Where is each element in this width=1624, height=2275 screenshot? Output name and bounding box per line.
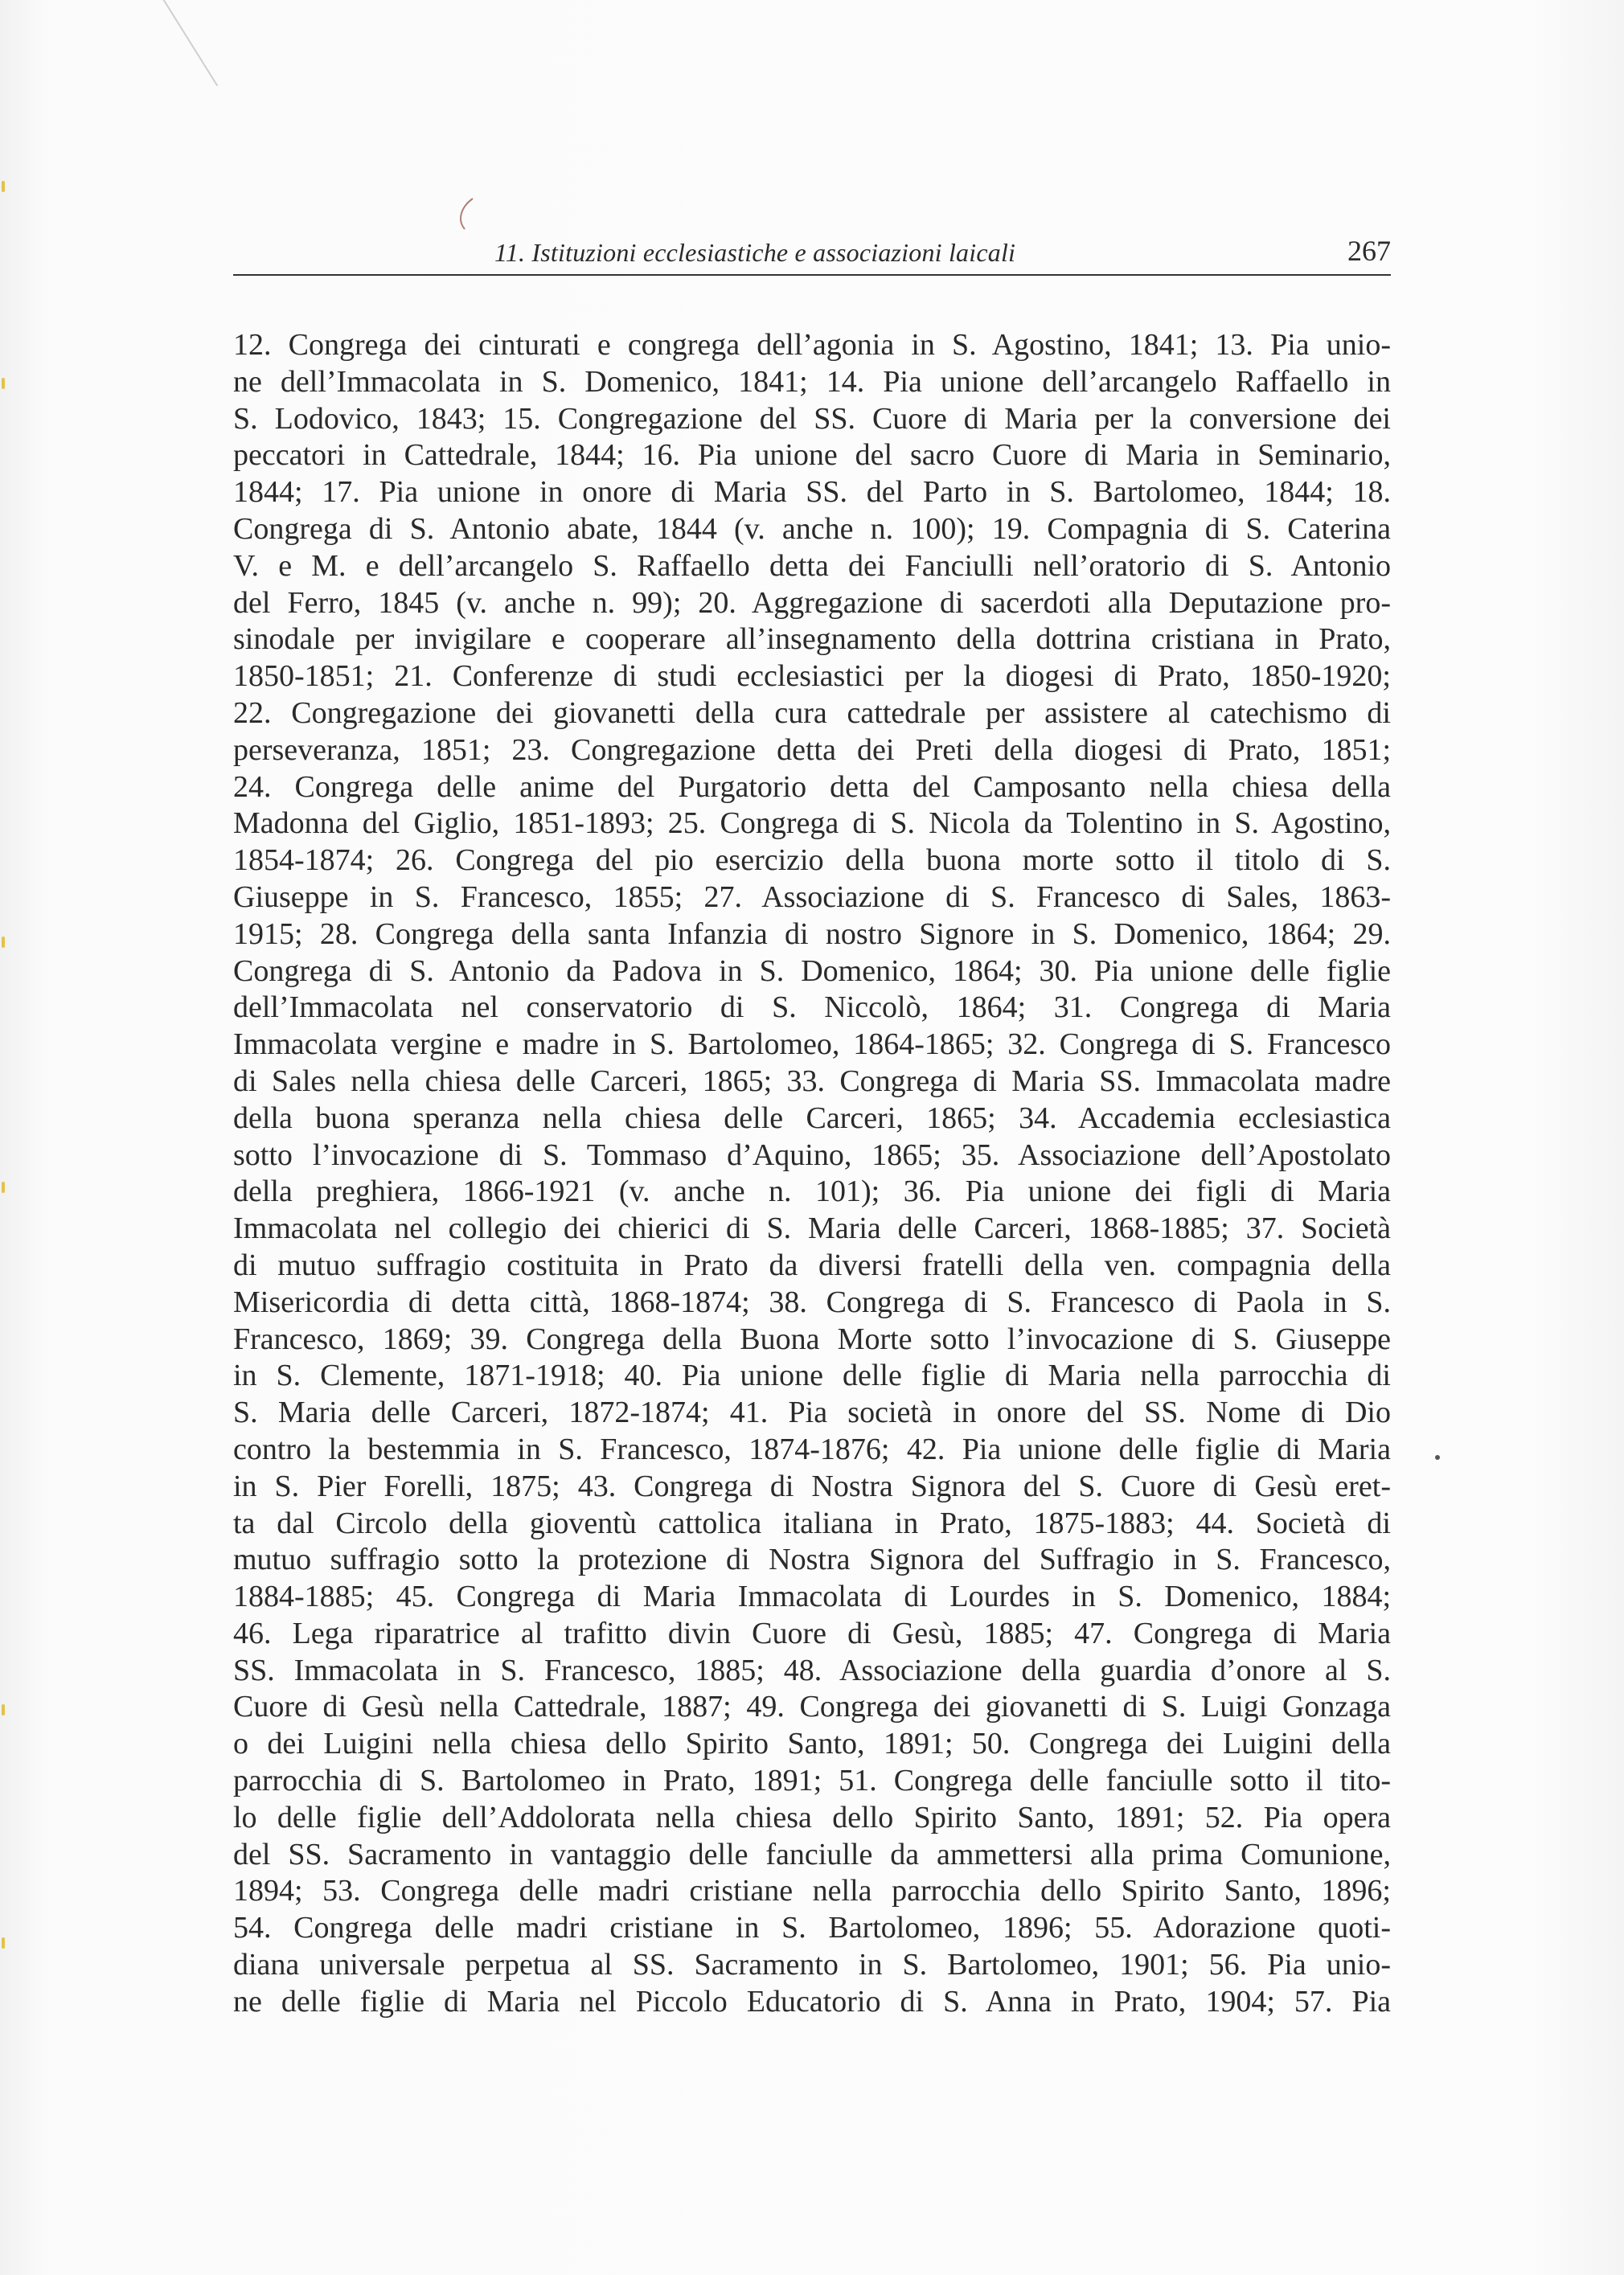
text-line: parrocchia di S. Bartolomeo in Prato, 1891; 51. Congrega delle fanciulle sotto il tito-: [233, 1764, 1391, 1798]
text-line: in S. Clemente, 1871-1918; 40. Pia unione delle figlie di Maria nella parrocchia di: [233, 1359, 1391, 1393]
text-line: 1854-1874; 26. Congrega del pio esercizio della buona morte sotto il titolo di S.: [233, 843, 1391, 878]
text-line: sinodale per invigilare e cooperare all’insegnamento della dottrina cristiana in Prato,: [233, 622, 1391, 657]
margin-speck: [2, 1937, 5, 1949]
text-line: 24. Congrega delle anime del Purgatorio detta del Camposanto nella chiesa della: [233, 769, 1391, 804]
text-line: perseveranza, 1851; 23. Congregazione detta dei Preti della diogesi di Prato, 1851;: [233, 732, 1391, 767]
page-number: 267: [1347, 235, 1391, 267]
margin-speck: [2, 181, 5, 192]
text-line: Misericordia di detta città, 1868-1874; 38. Congrega di S. Francesco di Paola in S.: [233, 1285, 1391, 1319]
text-line: del SS. Sacramento in vantaggio delle fanciulle da ammettersi alla prima Comunione,: [233, 1837, 1391, 1871]
text-line: ne delle figlie di Maria nel Piccolo Educatorio di S. Anna in Prato, 1904; 57. Pia: [233, 1984, 1391, 2019]
text-line: SS. Immacolata in S. Francesco, 1885; 48. Associazione della guardia d’onore al S.: [233, 1653, 1391, 1687]
text-line: 1844; 17. Pia unione in onore di Maria SS. del Parto in S. Bartolomeo, 1844; 18.: [233, 475, 1391, 510]
text-line: di mutuo suffragio costituita in Prato da diversi fratelli della ven. compagnia della: [233, 1248, 1391, 1282]
text-line: ne dell’Immacolata in S. Domenico, 1841; 14. Pia unione dell’arcangelo Raffaello in: [233, 364, 1391, 399]
text-line: Cuore di Gesù nella Cattedrale, 1887; 49. Congrega dei giovanetti di S. Luigi Gonzaga: [233, 1690, 1391, 1724]
text-line: 12. Congrega dei cinturati e congrega dell’agonia in S. Agostino, 1841; 13. Pia unio-: [233, 328, 1391, 362]
text-line: in S. Pier Forelli, 1875; 43. Congrega di Nostra Signora del S. Cuore di Gesù eret-: [233, 1469, 1391, 1503]
running-title: 11. Istituzioni ecclesiastiche e associazioni laicali: [494, 238, 1016, 267]
text-line: 1850-1851; 21. Conferenze di studi ecclesiastici per la diogesi di Prato, 1850-1920;: [233, 659, 1391, 694]
text-line: S. Maria delle Carceri, 1872-1874; 41. Pia società in onore del SS. Nome di Dio: [233, 1396, 1391, 1430]
text-line: sotto l’invocazione di S. Tommaso d’Aquino, 1865; 35. Associazione dell’Apostolato: [233, 1138, 1391, 1172]
margin-speck: [2, 1704, 5, 1715]
text-line: Francesco, 1869; 39. Congrega della Buona Morte sotto l’invocazione di S. Giuseppe: [233, 1322, 1391, 1356]
text-line: 54. Congrega delle madri cristiane in S. Bartolomeo, 1896; 55. Adorazione quoti-: [233, 1911, 1391, 1945]
text-line: diana universale perpetua al SS. Sacramento in S. Bartolomeo, 1901; 56. Pia unio-: [233, 1948, 1391, 1982]
book-page: [233, 229, 1391, 2021]
text-line: ta dal Circolo della gioventù cattolica italiana in Prato, 1875-1883; 44. Società di: [233, 1506, 1391, 1540]
text-line: o dei Luigini nella chiesa dello Spirito Santo, 1891; 50. Congrega dei Luigini della: [233, 1727, 1391, 1761]
text-line: dell’Immacolata nel conservatorio di S. Niccolò, 1864; 31. Congrega di Maria: [233, 990, 1391, 1025]
margin-speck: [2, 1182, 5, 1193]
text-line: Giuseppe in S. Francesco, 1855; 27. Associazione di S. Francesco di Sales, 1863-: [233, 879, 1391, 914]
body-paragraph: [233, 276, 1391, 2021]
margin-speck: [2, 937, 5, 948]
text-line: 1884-1885; 45. Congrega di Maria Immacolata di Lourdes in S. Domenico, 1884;: [233, 1580, 1391, 1614]
text-line: S. Lodovico, 1843; 15. Congregazione del SS. Cuore di Maria per la conversione dei: [233, 401, 1391, 436]
text-line: 1894; 53. Congrega delle madri cristiane nella parrocchia dello Spirito Santo, 1896;: [233, 1874, 1391, 1908]
text-line: 22. Congregazione dei giovanetti della cura cattedrale per assistere al catechismo di: [233, 695, 1391, 730]
text-line: V. e M. e dell’arcangelo S. Raffaello detta dei Fanciulli nell’oratorio di S. Antonio: [233, 548, 1391, 583]
ink-dot: [1435, 1455, 1440, 1460]
text-line: 46. Lega riparatrice al trafitto divin Cuore di Gesù, 1885; 47. Congrega di Maria: [233, 1616, 1391, 1650]
pencil-mark: [450, 197, 482, 233]
text-line: della preghiera, 1866-1921 (v. anche n. 101); 36. Pia unione dei figli di Maria: [233, 1174, 1391, 1209]
text-line: Madonna del Giglio, 1851-1893; 25. Congrega di S. Nicola da Tolentino in S. Agostino,: [233, 806, 1391, 841]
text-line: lo delle figlie dell’Addolorata nella chiesa dello Spirito Santo, 1891; 52. Pia opera: [233, 1800, 1391, 1834]
text-line: contro la bestemmia in S. Francesco, 1874-1876; 42. Pia unione delle figlie di Maria: [233, 1432, 1391, 1466]
text-line: Immacolata vergine e madre in S. Bartolomeo, 1864-1865; 32. Congrega di S. Francesco: [233, 1027, 1391, 1062]
text-line: del Ferro, 1845 (v. anche n. 99); 20. Aggregazione di sacerdoti alla Deputazione pro-: [233, 585, 1391, 620]
running-header: [233, 229, 1391, 276]
text-line: Congrega di S. Antonio da Padova in S. Domenico, 1864; 30. Pia unione delle figlie: [233, 953, 1391, 988]
text-line: Congrega di S. Antonio abate, 1844 (v. anche n. 100); 19. Compagnia di S. Caterina: [233, 511, 1391, 546]
text-line: Immacolata nel collegio dei chierici di S. Maria delle Carceri, 1868-1885; 37. Società: [233, 1211, 1391, 1246]
text-line: peccatori in Cattedrale, 1844; 16. Pia unione del sacro Cuore di Maria in Seminario,: [233, 438, 1391, 473]
text-line: della buona speranza nella chiesa delle Carceri, 1865; 34. Accademia ecclesiastica: [233, 1101, 1391, 1135]
margin-speck: [2, 378, 5, 389]
text-line: mutuo suffragio sotto la protezione di Nostra Signora del Suffragio in S. Francesco,: [233, 1543, 1391, 1577]
text-line: di Sales nella chiesa delle Carceri, 1865; 33. Congrega di Maria SS. Immacolata madre: [233, 1064, 1391, 1098]
text-line: 1915; 28. Congrega della santa Infanzia di nostro Signore in S. Domenico, 1864; 29.: [233, 916, 1391, 951]
